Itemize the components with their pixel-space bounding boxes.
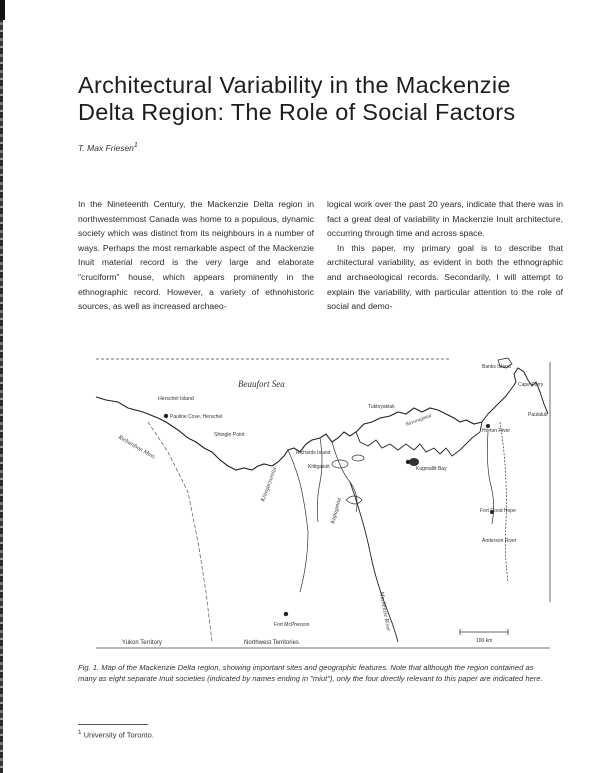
yukon-nwt-boundary (148, 422, 212, 642)
title-line-1: Architectural Variability in the Mackenzie (78, 72, 511, 98)
label-shingle-point: Shingle Point (214, 432, 245, 438)
label-fort-mcpherson: Fort McPherson (274, 622, 310, 628)
label-herschel-site: Pauline Cove, Herschel (170, 414, 223, 420)
label-horton-river: Horton River (482, 428, 511, 434)
author-name: T. Max Friesen (78, 142, 134, 153)
figure-caption: Fig. 1. Map of the Mackenzie Delta region, showing important sites and geographic features. Note that although the region contained as many as eight separate Inuit societies (indicated by names ending in "miut"), only the four directly relevant to this paper are indicated here. (78, 663, 543, 683)
label-paulatuk: Paulatuk (528, 412, 548, 418)
delta-region-map (88, 352, 558, 657)
right-paragraph-2: In this paper, my primary goal is to describe that architectural variability, as evident in both the ethnographic and archaeological records. Secondarily, I will attempt to explain the variability, with particular attention to the role of social and demo- (327, 242, 563, 312)
left-paragraph: In the Nineteenth Century, the Mackenzie Delta region in northwesternmost Canada was home to a populous, dynamic society which was distinct from its neighbours in a number of ways. Perhaps the most remarkable aspect of the Mackenzie Inuit material record is the very large and elaborate "cruciform" house, which appears prominently in the ethnographic record. However, a variety of ethnohistoric sources, as well as increased archaeo- (78, 199, 314, 312)
island-4 (346, 496, 362, 504)
label-richardson-mtns: Richardson Mtns. (117, 434, 157, 461)
label-scale: 100 km (476, 638, 493, 644)
label-yukon-territory: Yukon Territory (122, 640, 162, 646)
label-herschel-island: Herschel Island (158, 396, 194, 402)
label-kupugmiut: Kupugmiut (330, 497, 343, 525)
label-mackenzie-river: Mackenzie River (378, 591, 391, 632)
title-line-2: Delta Region: The Role of Social Factors (78, 99, 516, 125)
right-paragraph-1: logical work over the past 20 years, indicate that there was in fact a great deal of variability in Mackenzie Inuit architecture, occurring through time and across space. (327, 199, 563, 239)
footnote-marker: 1 (78, 729, 82, 736)
footnote-text: University of Toronto. (83, 730, 154, 740)
label-kugmallit: Kugmallit Bay (416, 466, 447, 472)
label-cape-parry: Cape Parry (518, 382, 544, 388)
site-marker-fort-mcpherson (284, 612, 288, 616)
footnote (78, 729, 154, 740)
delta-coastline (272, 408, 482, 466)
site-marker-herschel (164, 414, 168, 418)
footnote-rule (78, 724, 148, 725)
island-3 (409, 458, 419, 466)
label-beaufort-sea: Beaufort Sea (238, 379, 285, 389)
label-richards-island: Richards Island (296, 450, 331, 456)
island-2 (352, 455, 364, 461)
delta-channel-west (288, 450, 308, 532)
tuk-peninsula (356, 422, 482, 456)
label-tuktoyaktuk-top: Tuktoyaktuk (368, 404, 395, 410)
left-column (78, 197, 314, 314)
binding-mark (0, 0, 5, 20)
site-marker-tuktoyaktuk (406, 460, 410, 464)
label-kittegaryumiut: Kittegaryumiut (260, 466, 279, 503)
label-northwest-territories: Northwest Territories (244, 640, 299, 646)
map-figure (88, 352, 558, 657)
anderson-river-line (500, 422, 508, 582)
label-anderson-river: Anderson River (482, 538, 517, 544)
author-line (78, 141, 138, 153)
peel-river-line (300, 532, 308, 592)
label-nuvorugmiut: Nuvorugmiut (404, 412, 433, 428)
label-banks-island: Banks Island (482, 364, 511, 370)
article-title (78, 72, 548, 126)
label-kittigazuit: Kittigazuit (308, 464, 330, 470)
author-footnote-marker: 1 (133, 141, 138, 149)
label-fort-good-hope: Fort Good Hope (480, 508, 516, 514)
yukon-coastline (96, 397, 272, 470)
right-column (327, 197, 563, 314)
page-binding-edge (0, 0, 3, 773)
